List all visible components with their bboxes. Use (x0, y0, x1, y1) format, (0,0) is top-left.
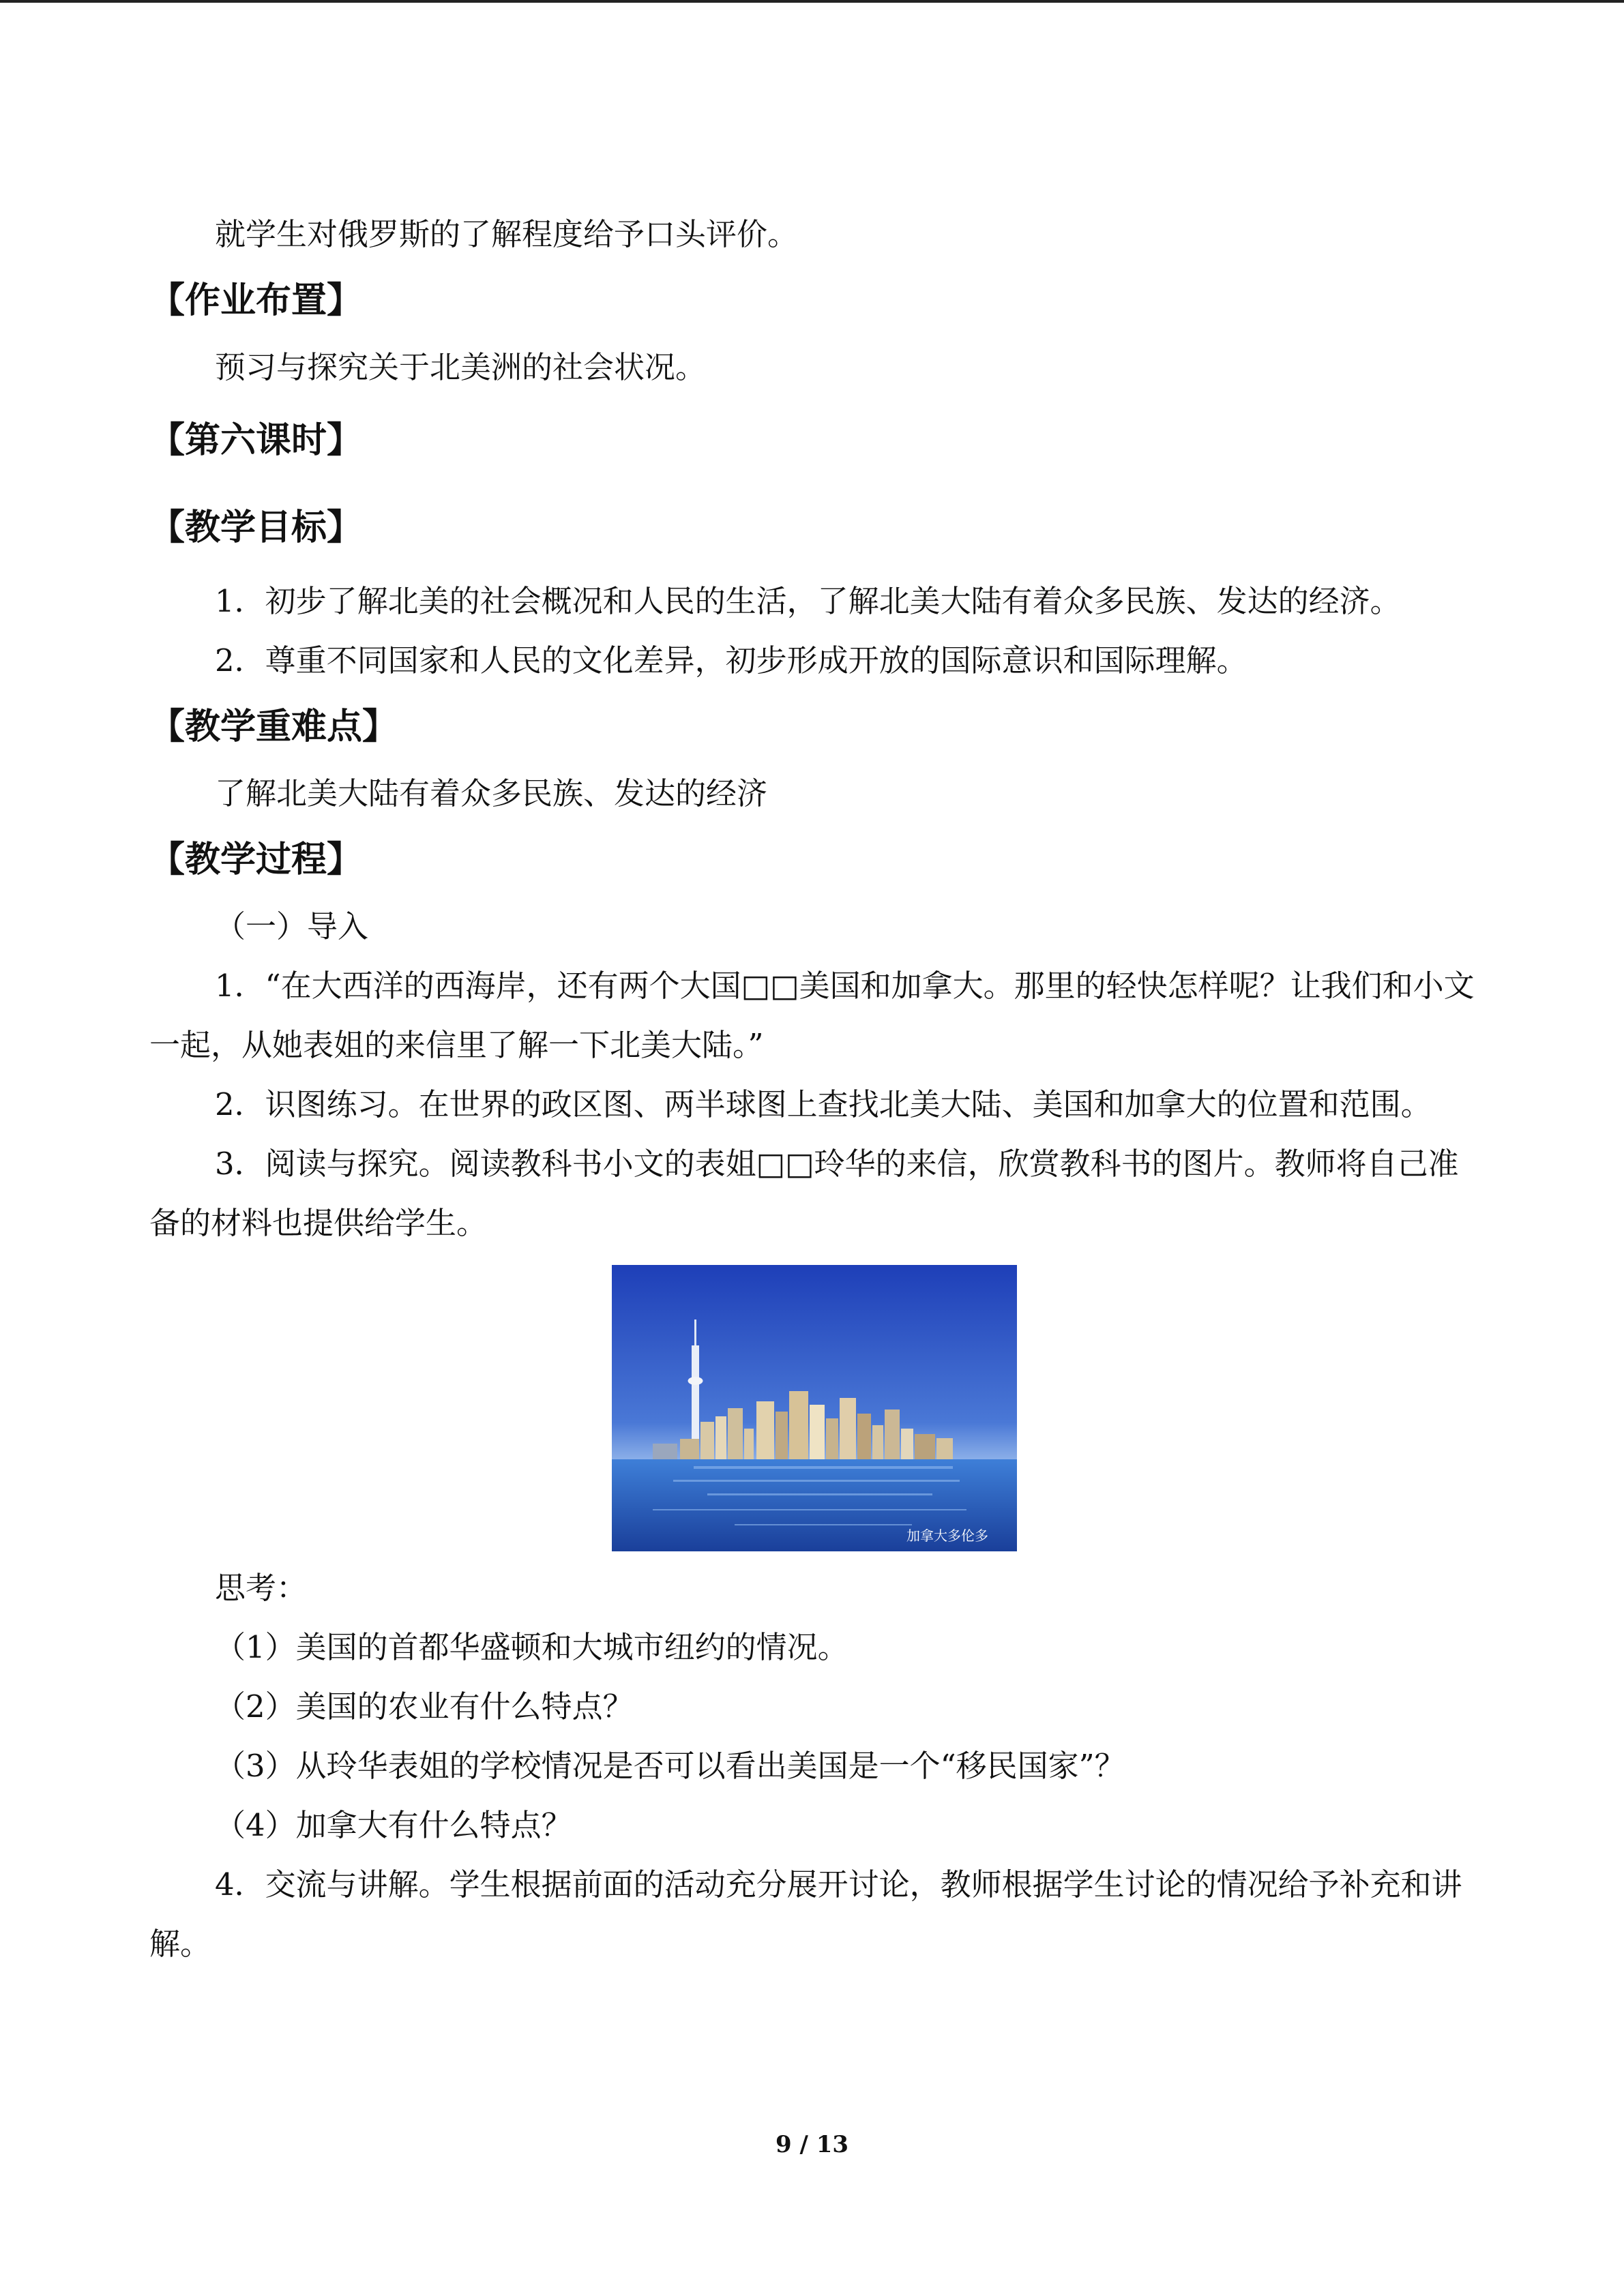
process-item-1: 1．“在大西洋的西海岸，还有两个大国□□美国和加拿大。那里的轻快怎样呢？让我们和小文一起，从她表姐的来信里了解一下北美大陆。” (149, 968, 1475, 1063)
figure (149, 1265, 1479, 1551)
step-introduction: （一）导入 (215, 908, 369, 944)
heading-key-points: 【教学重难点】 (149, 706, 398, 747)
goal-item-1: 1．初步了解北美的社会概况和人民的生活，了解北美大陆有着众多民族、发达的经济。 (215, 583, 1401, 619)
photo-caption: 加拿大多伦多 (906, 1527, 988, 1544)
process-item-2: 2．识图练习。在世界的政区图、两半球图上查找北美大陆、美国和加拿大的位置和范围。 (215, 1086, 1432, 1122)
paragraph-homework: 预习与探究关于北美洲的社会状况。 (215, 349, 707, 385)
question-4: （4）加拿大有什么特点？ (215, 1807, 572, 1843)
process-item-3: 3．阅读与探究。阅读教科书小文的表姐□□玲华的来信，欣赏教科书的图片。教师将自己准备的材料也提供给学生。 (149, 1146, 1459, 1241)
key-point-text: 了解北美大陆有着众多民族、发达的经济 (215, 775, 768, 811)
heading-homework: 【作业布置】 (149, 280, 363, 321)
process-item-4: 4．交流与讲解。学生根据前面的活动充分展开讨论，教师根据学生讨论的情况给予补充和讲解。 (149, 1866, 1462, 1962)
paragraph-evaluation: 就学生对俄罗斯的了解程度给予口头评价。 (215, 216, 799, 252)
heading-lesson-six: 【第六课时】 (149, 420, 363, 461)
heading-teaching-goals: 【教学目标】 (149, 507, 363, 548)
heading-teaching-process: 【教学过程】 (149, 839, 363, 880)
question-2: （2）美国的农业有什么特点？ (215, 1688, 634, 1725)
question-3: （3）从玲华表姐的学校情况是否可以看出美国是一个“移民国家”？ (215, 1748, 1125, 1784)
top-border-line (0, 0, 1624, 3)
page-number: 9 / 13 (775, 2131, 849, 2158)
toronto-skyline-photo (612, 1265, 1017, 1551)
question-1: （1）美国的首都华盛顿和大城市纽约的情况。 (215, 1629, 848, 1665)
think-label: 思考： (215, 1570, 308, 1606)
goal-item-2: 2．尊重不同国家和人民的文化差异，初步形成开放的国际意识和国际理解。 (215, 642, 1247, 679)
document-body (149, 205, 1479, 1973)
